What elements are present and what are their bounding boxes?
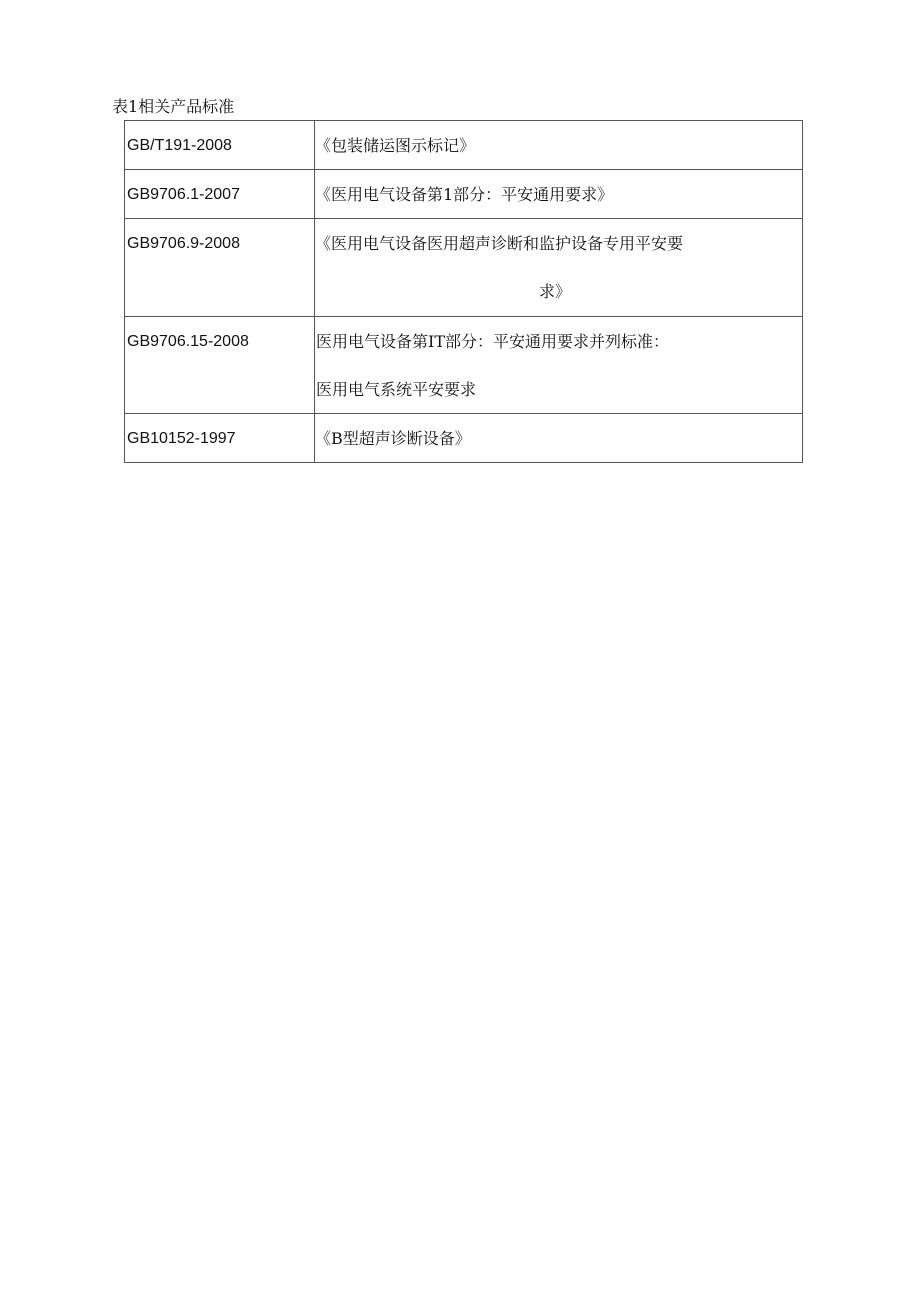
table-row [125,219,803,317]
standard-code: GB9706.15-2008 [127,333,249,350]
standard-code-cell [125,121,315,170]
standard-title-line1: 医用电气设备第IT部分：平安通用要求并列标准： [316,332,669,351]
table-row [125,170,803,219]
standard-title-cell [315,317,803,414]
table-row [125,317,803,414]
standard-title-line1: 《医用电气设备医用超声诊断和监护设备专用平安要 [315,234,684,253]
standard-code-cell [125,170,315,219]
standard-code-cell [125,219,315,317]
standard-title: 《包装储运图示标记》 [315,136,476,155]
table-row [125,121,803,170]
related-standards-table [124,120,803,463]
standard-code-cell [125,414,315,463]
standard-title-cell [315,219,803,317]
standard-title-line2: 医用电气系统平安要求 [316,380,477,399]
standard-code: GB9706.1-2007 [127,186,240,203]
standard-title-cell [315,121,803,170]
table-row [125,414,803,463]
standard-title-cell [315,414,803,463]
standard-title-cell [315,170,803,219]
standard-title: 《B型超声诊断设备》 [315,429,471,448]
standard-title: 《医用电气设备第1部分：平安通用要求》 [315,185,614,204]
standard-code: GB10152-1997 [127,430,236,447]
standard-code: GB9706.9-2008 [127,235,240,252]
standard-code: GB/T191-2008 [127,137,232,154]
standard-code-cell [125,317,315,414]
standard-title-line2: 求》 [539,282,572,301]
table-caption: 表1相关产品标准 [112,97,235,116]
